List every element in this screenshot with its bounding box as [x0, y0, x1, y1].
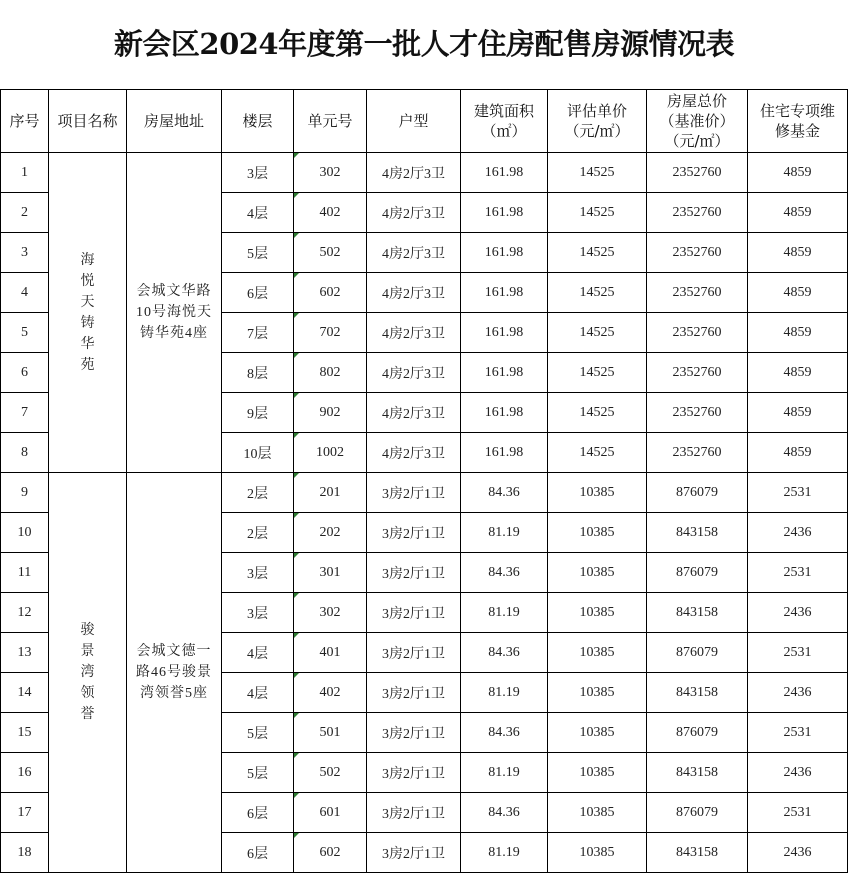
cell-fund: 2436	[748, 593, 848, 633]
cell-unit: 502	[294, 233, 367, 273]
cell-fund: 4859	[748, 393, 848, 433]
header-row	[1, 90, 848, 153]
cell-unit-price: 14525	[548, 313, 647, 353]
cell-project-name	[49, 153, 127, 473]
cell-unit-price: 10385	[548, 793, 647, 833]
cell-floor: 6层	[222, 833, 294, 873]
cell-layout: 4房2厅3卫	[367, 153, 461, 193]
cell-area: 161.98	[461, 393, 548, 433]
cell-floor: 7层	[222, 313, 294, 353]
cell-unit: 301	[294, 553, 367, 593]
cell-layout: 3房2厅1卫	[367, 713, 461, 753]
address-text: 会城文德一路46号骏景湾领誉5座	[136, 644, 212, 701]
cell-fund: 4859	[748, 153, 848, 193]
cell-fund: 2531	[748, 793, 848, 833]
table-row	[1, 473, 848, 513]
cell-seq: 3	[1, 233, 49, 273]
cell-floor: 3层	[222, 593, 294, 633]
cell-area: 161.98	[461, 433, 548, 473]
cell-seq: 17	[1, 793, 49, 833]
cell-unit-price: 10385	[548, 473, 647, 513]
cell-unit-price: 14525	[548, 433, 647, 473]
cell-layout: 3房2厅1卫	[367, 673, 461, 713]
cell-unit: 402	[294, 193, 367, 233]
cell-total-price: 2352760	[647, 153, 748, 193]
cell-unit: 1002	[294, 433, 367, 473]
cell-total-price: 2352760	[647, 313, 748, 353]
cell-unit-price: 10385	[548, 833, 647, 873]
cell-seq: 6	[1, 353, 49, 393]
cell-area: 81.19	[461, 513, 548, 553]
cell-fund: 4859	[748, 353, 848, 393]
cell-total-price: 876079	[647, 633, 748, 673]
cell-layout: 3房2厅1卫	[367, 593, 461, 633]
cell-seq: 12	[1, 593, 49, 633]
cell-floor: 8层	[222, 353, 294, 393]
cell-unit: 902	[294, 393, 367, 433]
cell-total-price: 2352760	[647, 233, 748, 273]
cell-floor: 5层	[222, 753, 294, 793]
cell-unit: 802	[294, 353, 367, 393]
cell-unit-price: 14525	[548, 193, 647, 233]
cell-fund: 4859	[748, 273, 848, 313]
cell-project-name	[49, 473, 127, 873]
cell-fund: 2436	[748, 753, 848, 793]
cell-total-price: 2352760	[647, 353, 748, 393]
cell-total-price: 876079	[647, 713, 748, 753]
cell-area: 81.19	[461, 753, 548, 793]
cell-seq: 16	[1, 753, 49, 793]
cell-seq: 9	[1, 473, 49, 513]
header-address: 房屋地址	[127, 90, 222, 153]
cell-area: 81.19	[461, 833, 548, 873]
cell-total-price: 876079	[647, 473, 748, 513]
address-text: 会城文华路10号海悦天铸华苑4座	[136, 284, 212, 341]
cell-layout: 4房2厅3卫	[367, 273, 461, 313]
cell-floor: 5层	[222, 233, 294, 273]
cell-unit: 401	[294, 633, 367, 673]
cell-seq: 4	[1, 273, 49, 313]
cell-total-price: 2352760	[647, 273, 748, 313]
cell-unit-price: 14525	[548, 233, 647, 273]
cell-seq: 7	[1, 393, 49, 433]
cell-unit-price: 14525	[548, 353, 647, 393]
cell-area: 161.98	[461, 313, 548, 353]
cell-seq: 10	[1, 513, 49, 553]
cell-floor: 6层	[222, 793, 294, 833]
cell-unit-price: 14525	[548, 393, 647, 433]
cell-seq: 2	[1, 193, 49, 233]
cell-unit: 501	[294, 713, 367, 753]
cell-area: 81.19	[461, 593, 548, 633]
cell-area: 84.36	[461, 793, 548, 833]
cell-unit: 302	[294, 153, 367, 193]
header-layout: 户型	[367, 90, 461, 153]
cell-unit-price: 10385	[548, 513, 647, 553]
cell-unit-price: 10385	[548, 753, 647, 793]
cell-unit: 602	[294, 833, 367, 873]
cell-address	[127, 153, 222, 473]
page-title: 新会区2024年度第一批人才住房配售房源情况表	[113, 27, 735, 61]
cell-area: 161.98	[461, 273, 548, 313]
cell-floor: 10层	[222, 433, 294, 473]
cell-floor: 4层	[222, 673, 294, 713]
project-name-text: 海悦天铸华苑	[80, 252, 95, 373]
cell-fund: 2436	[748, 673, 848, 713]
cell-unit-price: 10385	[548, 593, 647, 633]
cell-seq: 8	[1, 433, 49, 473]
cell-unit-price: 10385	[548, 713, 647, 753]
cell-total-price: 2352760	[647, 193, 748, 233]
header-project: 项目名称	[49, 90, 127, 153]
cell-area: 161.98	[461, 353, 548, 393]
cell-unit-price: 14525	[548, 273, 647, 313]
cell-unit-price: 10385	[548, 673, 647, 713]
cell-seq: 11	[1, 553, 49, 593]
cell-floor: 3层	[222, 553, 294, 593]
cell-unit: 201	[294, 473, 367, 513]
cell-area: 84.36	[461, 473, 548, 513]
cell-area: 84.36	[461, 553, 548, 593]
cell-floor: 4层	[222, 193, 294, 233]
cell-area: 161.98	[461, 233, 548, 273]
cell-area: 161.98	[461, 193, 548, 233]
cell-floor: 5层	[222, 713, 294, 753]
header-unit-price: 评估单价（元/㎡）	[548, 90, 647, 153]
cell-unit-price: 10385	[548, 553, 647, 593]
cell-layout: 3房2厅1卫	[367, 633, 461, 673]
housing-table	[0, 89, 848, 873]
cell-unit: 502	[294, 753, 367, 793]
cell-layout: 4房2厅3卫	[367, 433, 461, 473]
cell-total-price: 843158	[647, 593, 748, 633]
cell-seq: 14	[1, 673, 49, 713]
cell-seq: 13	[1, 633, 49, 673]
cell-seq: 1	[1, 153, 49, 193]
cell-fund: 2531	[748, 633, 848, 673]
cell-address	[127, 473, 222, 873]
cell-area: 84.36	[461, 713, 548, 753]
cell-seq: 5	[1, 313, 49, 353]
cell-unit: 302	[294, 593, 367, 633]
cell-unit: 702	[294, 313, 367, 353]
cell-total-price: 843158	[647, 673, 748, 713]
header-seq: 序号	[1, 90, 49, 153]
cell-seq: 18	[1, 833, 49, 873]
cell-total-price: 2352760	[647, 433, 748, 473]
header-unit: 单元号	[294, 90, 367, 153]
cell-layout: 4房2厅3卫	[367, 193, 461, 233]
cell-total-price: 876079	[647, 793, 748, 833]
cell-unit: 602	[294, 273, 367, 313]
cell-unit: 601	[294, 793, 367, 833]
project-name-text: 骏景湾领誉	[80, 623, 95, 722]
cell-layout: 3房2厅1卫	[367, 553, 461, 593]
cell-fund: 4859	[748, 433, 848, 473]
cell-total-price: 843158	[647, 833, 748, 873]
cell-layout: 4房2厅3卫	[367, 393, 461, 433]
cell-layout: 4房2厅3卫	[367, 353, 461, 393]
header-floor: 楼层	[222, 90, 294, 153]
cell-total-price: 2352760	[647, 393, 748, 433]
cell-floor: 9层	[222, 393, 294, 433]
cell-seq: 15	[1, 713, 49, 753]
cell-area: 161.98	[461, 153, 548, 193]
cell-fund: 4859	[748, 313, 848, 353]
cell-fund: 2436	[748, 513, 848, 553]
cell-unit: 402	[294, 673, 367, 713]
cell-fund: 4859	[748, 193, 848, 233]
cell-floor: 2层	[222, 513, 294, 553]
table-row	[1, 153, 848, 193]
cell-layout: 3房2厅1卫	[367, 833, 461, 873]
cell-layout: 4房2厅3卫	[367, 313, 461, 353]
cell-total-price: 876079	[647, 553, 748, 593]
header-area: 建筑面积（㎡）	[461, 90, 548, 153]
cell-floor: 6层	[222, 273, 294, 313]
cell-layout: 4房2厅3卫	[367, 233, 461, 273]
cell-layout: 3房2厅1卫	[367, 513, 461, 553]
header-total-price: 房屋总价（基准价）（元/㎡）	[647, 90, 748, 153]
cell-floor: 2层	[222, 473, 294, 513]
cell-fund: 4859	[748, 233, 848, 273]
cell-fund: 2531	[748, 713, 848, 753]
cell-floor: 3层	[222, 153, 294, 193]
cell-unit-price: 10385	[548, 633, 647, 673]
header-fund: 住宅专项维修基金	[748, 90, 848, 153]
cell-layout: 3房2厅1卫	[367, 473, 461, 513]
cell-layout: 3房2厅1卫	[367, 793, 461, 833]
cell-fund: 2531	[748, 473, 848, 513]
cell-fund: 2531	[748, 553, 848, 593]
cell-floor: 4层	[222, 633, 294, 673]
cell-area: 81.19	[461, 673, 548, 713]
cell-layout: 3房2厅1卫	[367, 753, 461, 793]
cell-area: 84.36	[461, 633, 548, 673]
cell-unit-price: 14525	[548, 153, 647, 193]
cell-total-price: 843158	[647, 513, 748, 553]
cell-fund: 2436	[748, 833, 848, 873]
cell-total-price: 843158	[647, 753, 748, 793]
cell-unit: 202	[294, 513, 367, 553]
